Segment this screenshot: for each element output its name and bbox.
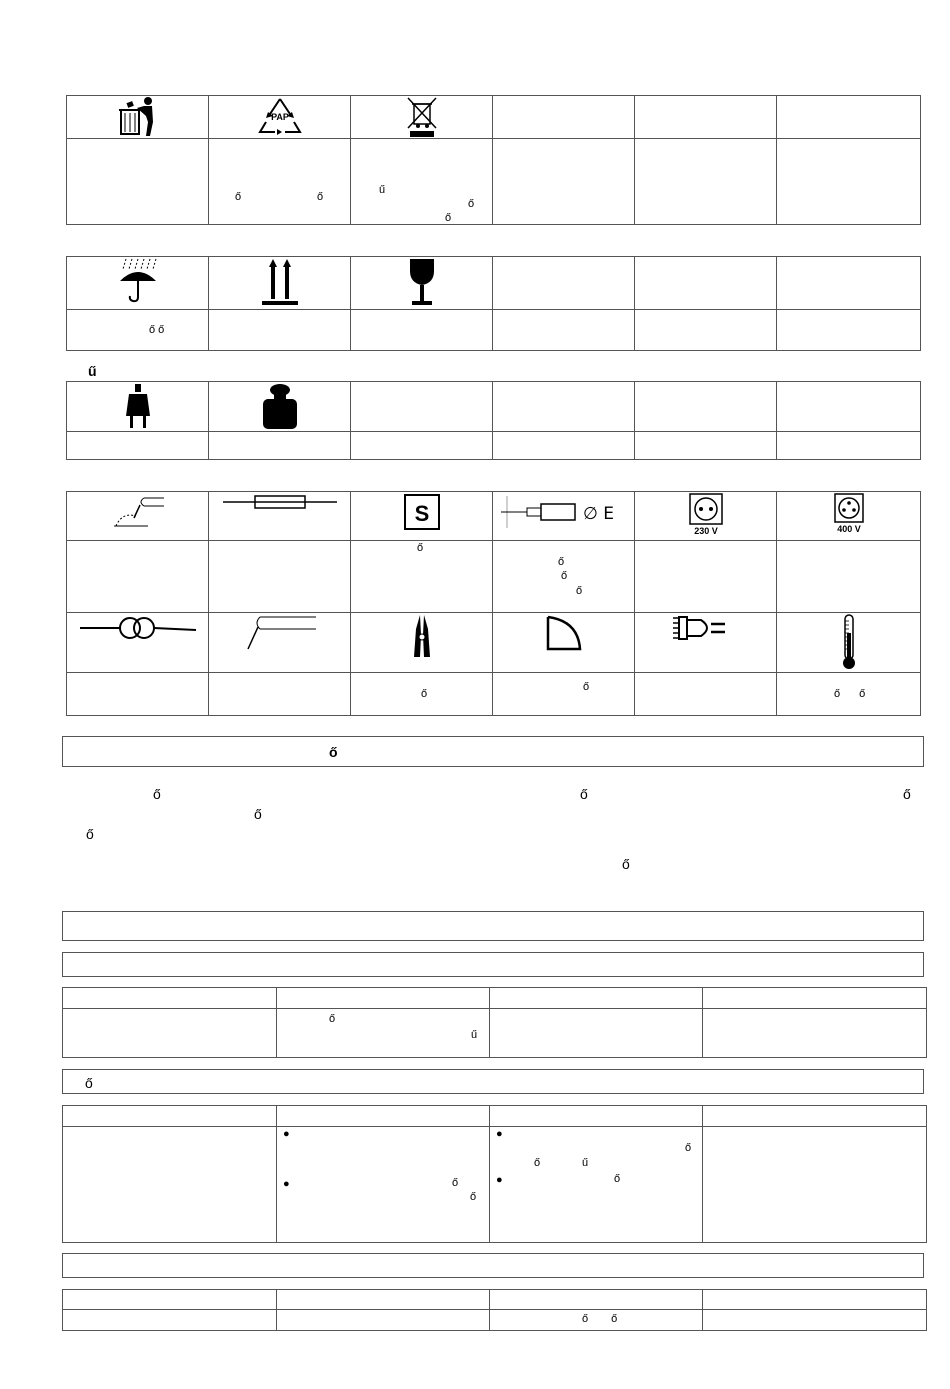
symbol-cell [209, 613, 351, 673]
symbol-cell [493, 492, 635, 541]
symbol-cell [67, 613, 209, 673]
specs-table-a [62, 987, 927, 1058]
text-fragment: ő [576, 585, 583, 597]
keep-dry-umbrella-icon [116, 257, 160, 305]
description-cell [67, 310, 209, 351]
description-cell [777, 673, 921, 716]
symbols-table-4 [66, 491, 921, 716]
text-fragment: ő [468, 198, 475, 210]
text-fragment: ő ő [834, 688, 866, 700]
text-fragment: ő ő [582, 1313, 618, 1325]
text-fragment: ő [583, 681, 590, 693]
text-fragment: ő [445, 212, 452, 224]
paper-recycling-icon [255, 96, 305, 138]
duty-cycle-icon [544, 613, 584, 653]
text-fragment: ő [614, 1173, 621, 1185]
text-fragment: ű [582, 1157, 589, 1169]
svg-text:PAP: PAP [270, 112, 289, 122]
description-cell [493, 541, 635, 613]
weight-icon [258, 382, 302, 430]
description-cell [351, 139, 493, 225]
spec-cell [277, 1009, 490, 1058]
text-fragment: ő [558, 556, 565, 568]
text-fragment: ő [417, 542, 424, 554]
symbol-cell [209, 96, 351, 139]
section-heading-box [62, 911, 924, 941]
text-fragment: ő ő [149, 324, 165, 336]
heading-text: ő [329, 744, 338, 760]
symbols-table-2 [66, 256, 921, 351]
spec-cell [277, 1127, 490, 1243]
svg-text:230 V: 230 V [693, 526, 718, 536]
symbol-cell [209, 382, 351, 432]
symbol-cell [351, 613, 493, 673]
heading-text: ő [85, 1075, 93, 1091]
symbol-cell [351, 257, 493, 310]
svg-text:400 V: 400 V [836, 524, 861, 534]
paragraph-fragment: ő [153, 786, 161, 802]
symbol-cell [209, 492, 351, 541]
section-heading-box [62, 1253, 924, 1278]
power-plug-cable-icon [671, 613, 741, 643]
s-mark-icon [402, 492, 442, 532]
text-fragment: ő [317, 191, 324, 203]
symbol-cell [351, 492, 493, 541]
symbol-cell [777, 613, 921, 673]
svg-text:∅ E: ∅ E [582, 504, 614, 524]
electrode-diameter-icon [499, 492, 629, 532]
spec-cell [490, 1310, 703, 1331]
spec-cell [490, 1127, 703, 1243]
specs-table-b [62, 1105, 927, 1243]
symbols-table-1 [66, 95, 921, 225]
paragraph-fragment: ő [622, 856, 630, 872]
symbol-cell [635, 613, 777, 673]
description-cell [351, 673, 493, 716]
socket-400v-icon [829, 492, 869, 536]
description-cell [493, 673, 635, 716]
earth-clamp-icon [407, 613, 437, 659]
description-cell [351, 541, 493, 613]
text-fragment: ű [471, 1029, 478, 1041]
paragraph-fragment: ő [86, 826, 94, 842]
symbol-cell [67, 382, 209, 432]
paragraph-fragment: ő [254, 806, 262, 822]
symbols-table-3 [66, 381, 921, 460]
text-fragment: ő [561, 570, 568, 582]
paragraph-fragment: ő [580, 786, 588, 802]
weee-crossed-bin-icon [402, 96, 442, 138]
text-fragment: ő [452, 1177, 459, 1189]
text-fragment: ű [379, 184, 386, 196]
plug-icon [118, 382, 158, 430]
thermometer-icon [837, 613, 861, 671]
symbol-cell [67, 96, 209, 139]
text-fragment: ő [470, 1191, 477, 1203]
transformer-icon [78, 613, 198, 643]
symbol-cell [209, 257, 351, 310]
symbol-cell [493, 613, 635, 673]
text-fragment: ő [329, 1013, 336, 1025]
welding-torch-icon [108, 492, 168, 532]
fuse-icon [221, 492, 339, 512]
symbol-cell [67, 257, 209, 310]
bullet-icon: ● [496, 1128, 503, 1140]
this-way-up-icon [258, 257, 302, 307]
symbol-cell [777, 492, 921, 541]
section-heading: ű [88, 363, 97, 379]
text-fragment: ő [421, 688, 428, 700]
waste-bin-icon [113, 96, 163, 138]
fragile-glass-icon [402, 257, 442, 307]
text-fragment: ő [235, 191, 242, 203]
welding-gun-icon [240, 613, 320, 653]
symbol-cell [635, 492, 777, 541]
text-fragment: ő [534, 1157, 541, 1169]
description-cell [209, 139, 351, 225]
paragraph-fragment: ő [903, 786, 911, 802]
symbol-cell [351, 96, 493, 139]
section-heading-box [62, 736, 924, 767]
bullet-icon: ● [496, 1174, 503, 1186]
section-heading-box [62, 1069, 924, 1094]
socket-230v-icon [686, 492, 726, 536]
symbol-cell [67, 492, 209, 541]
text-fragment: ő [685, 1142, 692, 1154]
section-heading-box [62, 952, 924, 977]
specs-table-c [62, 1289, 927, 1331]
svg-text:S: S [414, 501, 429, 526]
bullet-icon: ● [283, 1178, 290, 1190]
bullet-icon: ● [283, 1128, 290, 1140]
